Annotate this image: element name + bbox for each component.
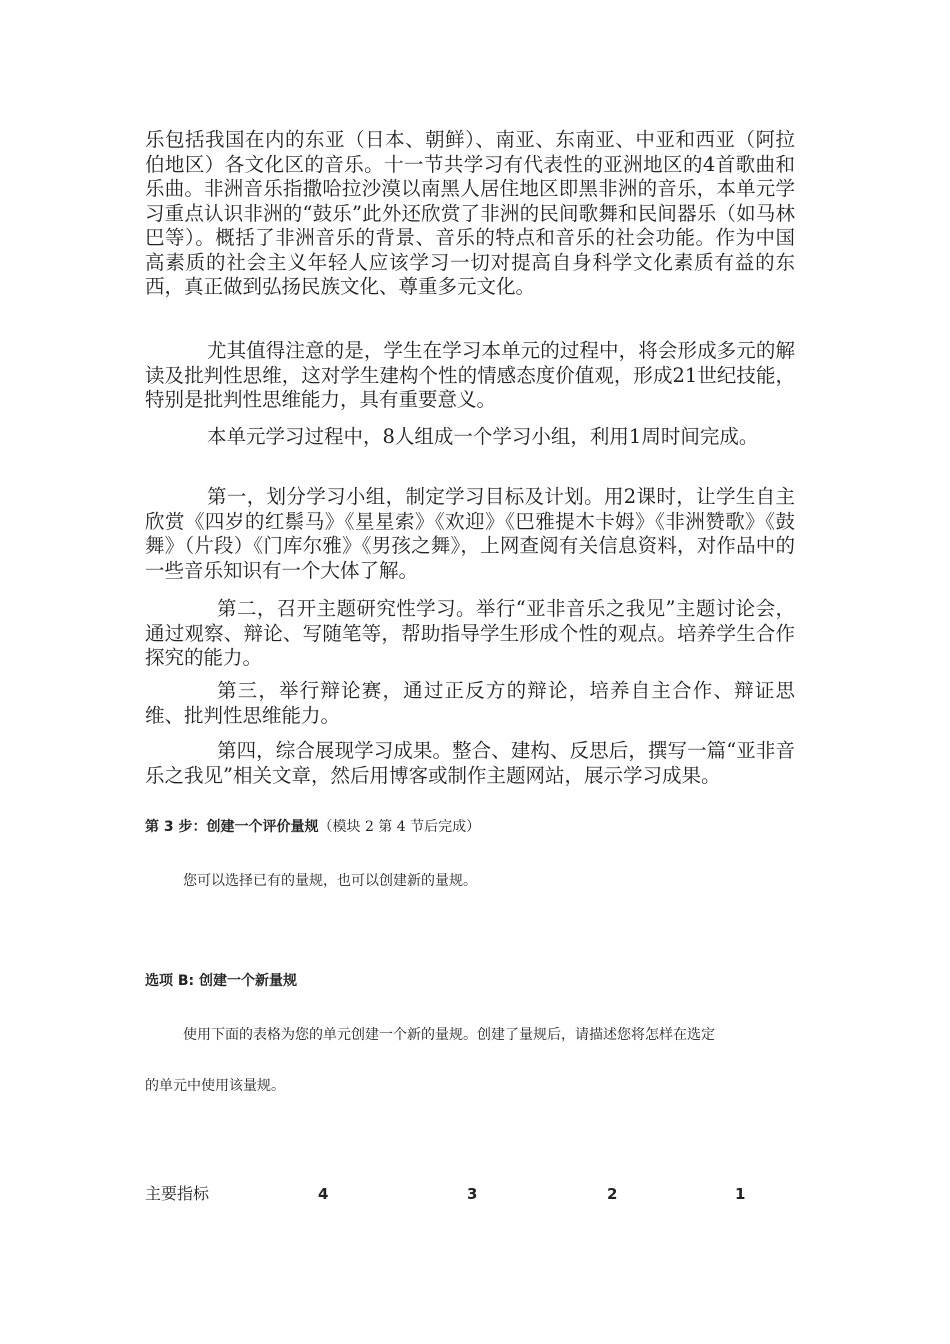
rubric-level-4: 4	[318, 1185, 329, 1203]
step3-note: （模块 2 第 4 节后完成）	[318, 819, 481, 835]
paragraph-step-four: 第四，综合展现学习成果。整合、建构、反思后，撰写一篇“亚非音乐之我见”相关文章，然后用博客或制作主题网站，展示学习成果。	[145, 739, 795, 787]
rubric-criteria-label: 主要指标	[145, 1184, 210, 1203]
rubric-level-2: 2	[607, 1185, 618, 1203]
step3-description: 您可以选择已有的量规，也可以创建新的量规。	[183, 873, 477, 889]
option-b-instruction-line1: 使用下面的表格为您的单元创建一个新的量规。创建了量规后，请描述您将怎样在选定	[183, 1027, 715, 1043]
paragraph-music-overview: 乐包括我国在内的东亚（日本、朝鲜）、南亚、东南亚、中亚和西亚（阿拉伯地区）各文化区的音乐。十一节共学习有代表性的亚洲地区的4首歌曲和乐曲。非洲音乐指撒哈拉沙漠以南黑人居住地区即黑非洲的音乐，本单元学习重点认识非洲的“鼓乐”此外还欣赏了非洲的民间歌舞和民间器乐（如马林巴等）。概括了非洲音乐的背景、音乐的特点和音乐的社会功能。作为中国高素质的社会主义年轻人应该学习一切对提高自身科学文化素质有益的东西，真正做到弘扬民族文化、尊重多元文化。	[145, 128, 795, 298]
rubric-level-3: 3	[467, 1185, 478, 1203]
paragraph-step-one: 第一，划分学习小组，制定学习目标及计划。用2课时，让学生自主欣赏《四岁的红鬃马》《星星索》《欢迎》《巴雅提木卡姆》《非洲赞歌》《鼓舞》（片段）《门库尔雅》《男孩之舞》，上网查阅有关信息资料，对作品中的一些音乐知识有一个大体了解。	[145, 485, 795, 582]
paragraph-step-two: 第二，召开主题研究性学习。举行“亚非音乐之我见”主题讨论会，通过观察、辩论、写随笔等，帮助指导学生形成个性的观点。培养学生合作探究的能力。	[145, 597, 795, 669]
option-b-heading: 选项 B: 创建一个新量规	[145, 973, 298, 989]
paragraph-critical-thinking: 尤其值得注意的是，学生在学习本单元的过程中，将会形成多元的解读及批判性思维，这对学生建构个性的情感态度价值观，形成21世纪技能，特别是批判性思维能力，具有重要意义。	[145, 339, 795, 411]
option-b-instruction-line2: 的单元中使用该量规。	[145, 1078, 285, 1094]
step3-heading: 第 3 步：创建一个评价量规	[145, 819, 319, 835]
paragraph-step-three: 第三，举行辩论赛，通过正反方的辩论，培养自主合作、辩证思维、批判性思维能力。	[145, 679, 795, 727]
paragraph-group-plan: 本单元学习过程中，8人组成一个学习小组，利用1周时间完成。	[207, 425, 759, 448]
rubric-level-1: 1	[735, 1185, 746, 1203]
step3-heading-line	[145, 817, 480, 837]
